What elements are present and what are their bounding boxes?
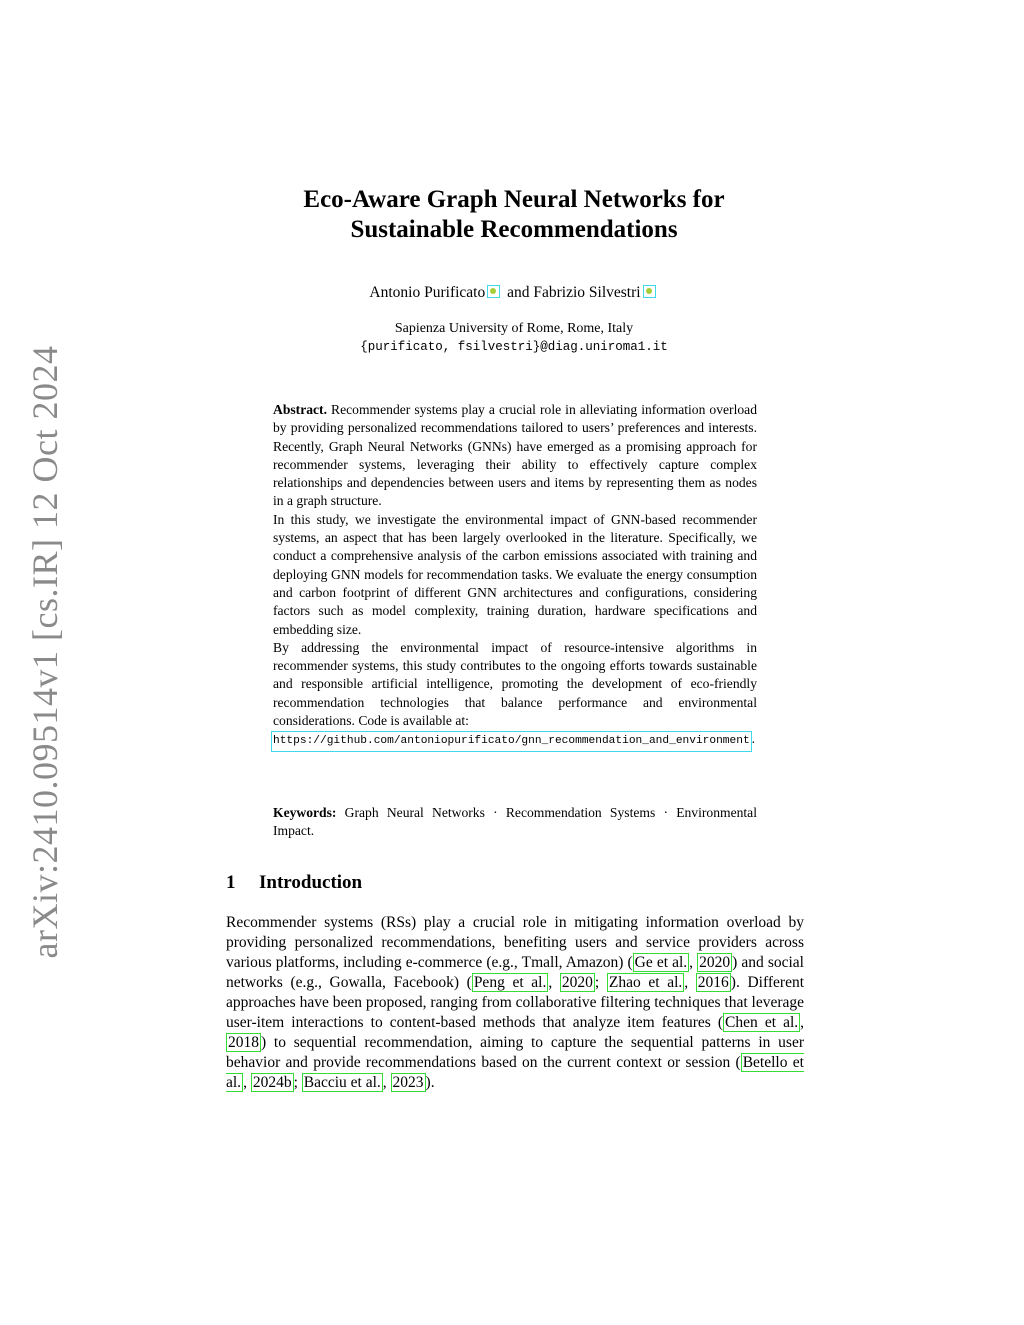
paper-title: [214, 185, 814, 245]
citation-link[interactable]: Ge et al.: [634, 954, 688, 971]
author-connector: and: [507, 284, 530, 301]
arxiv-identifier-stamp: arXiv:2410.09514v1 [cs.IR] 12 Oct 2024: [25, 345, 65, 959]
abstract-paragraph: Abstract. Recommender systems play a crucial role in alleviating information overload by providing personalized recommendations tailored to users’ preferences and interests. Recently, Graph Neural Networks (GNNs) have emerged as a promising approach for recommender systems, leveraging their ability to effectively capture complex relationships and dependencies between users and items by representing them as nodes in a graph structure.: [273, 402, 757, 509]
introduction-paragraph: Recommender systems (RSs) play a crucial role in mitigating information overload by providing personalized recommendations, benefiting users and service providers across various platforms, including e-commerce (e.g., Tmall, Amazon) ( Ge et al. , 2020 ) and social networks (e.g., Gowalla, Facebook) ( Peng et al. , 2020 ; Zhao et al. , 2016 ). Different approaches have been proposed, ranging from collaborative filtering techniques that leverage user-item interactions to content-based methods that analyze item features ( Chen et al. , 2018 ) to sequential recommendation, aiming to capture the sequential patterns in user behavior and provide recommendations based on the current context or session ( Betello et al. , 2024b ; Bacciu et al. , 2023 ).: [226, 914, 805, 1091]
citation-link[interactable]: 2023: [392, 1074, 424, 1091]
author-list: [214, 283, 814, 303]
orcid-icon[interactable]: [643, 285, 656, 298]
citation-link[interactable]: 2020: [561, 974, 593, 991]
orcid-icon[interactable]: [487, 285, 500, 298]
author-name: Antonio Purificato: [369, 284, 486, 301]
citation-link[interactable]: Betello et al.: [226, 1054, 804, 1091]
abstract-label: Abstract.: [273, 402, 327, 417]
section-title: Introduction: [259, 872, 363, 893]
keywords: [273, 804, 757, 841]
author-emails: {purificato, fsilvestri}@diag.uniroma1.it: [360, 340, 668, 354]
title-line-2: Sustainable Recommendations: [350, 216, 678, 243]
abstract-paragraph: By addressing the environmental impact of resource-intensive algorithms in recommender systems, this study contributes to the ongoing efforts towards sustainable and responsible artificial intelligence, promoting the development of eco-friendly recommendation technologies that balance performance and environmental considerations. Code is available at: https://github.com/antoniopurificato/gnn_recommendation_and_environment .: [273, 639, 757, 752]
citation-link[interactable]: Zhao et al.: [608, 974, 683, 991]
citation-link[interactable]: 2018: [228, 1034, 259, 1051]
abstract-paragraph: In this study, we investigate the environmental impact of GNN-based recommender systems, an aspect that has been largely overlooked in the literature. Specifically, we conduct a comprehensive analysis of the carbon emissions associated with training and deploying GNN models for recommendation tasks. We evaluate the energy consumption and carbon footprint of different GNN architectures and configurations, considering factors such as model complexity, training duration, hardware specifications and embedding size.: [273, 511, 757, 637]
affiliation-block: [214, 319, 814, 357]
author-name: Fabrizio Silvestri: [533, 284, 641, 301]
section-heading: [226, 872, 362, 894]
citation-link[interactable]: 2016: [697, 974, 729, 991]
title-line-1: Eco-Aware Graph Neural Networks for: [303, 186, 725, 213]
institution: Sapienza University of Rome, Rome, Italy: [394, 321, 634, 336]
code-repository-link[interactable]: https://github.com/antoniopurificato/gnn_recommendation_and_environment: [271, 731, 752, 751]
keywords-text: Graph Neural Networks · Recommendation Systems · Environmental Impact.: [273, 805, 757, 839]
citation-link[interactable]: Bacciu et al.: [303, 1074, 381, 1091]
keywords-label: Keywords:: [273, 805, 337, 820]
section-number: 1: [226, 872, 236, 893]
citation-link[interactable]: 2024b: [252, 1074, 292, 1091]
citation-link[interactable]: Peng et al.: [473, 974, 547, 991]
abstract: [273, 401, 757, 752]
citation-link[interactable]: Chen et al.: [725, 1014, 799, 1031]
citation-link[interactable]: 2020: [699, 954, 731, 971]
